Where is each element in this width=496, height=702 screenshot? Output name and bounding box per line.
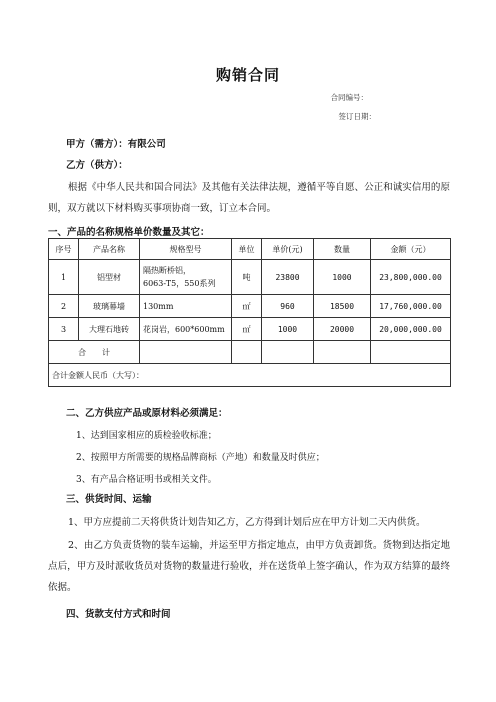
section-3-heading: 三、供货时间、运输 [66, 494, 152, 505]
cell-name: 玻璃幕墙 [79, 295, 140, 318]
table-header-row [49, 239, 451, 260]
cell-qty: 1000 [314, 260, 371, 295]
amount-words-row [49, 364, 451, 387]
column-header: 规格型号 [140, 239, 232, 260]
cell-price: 1000 [262, 318, 314, 341]
spec-line: 隔热断桥铝， [143, 266, 191, 275]
cell-spec [140, 260, 232, 295]
cell-unit: ㎡ [232, 295, 262, 318]
cell-name: 大理石地砖 [79, 318, 140, 341]
cell-unit: 吨 [232, 260, 262, 295]
party-b: 乙方（供方）： [66, 160, 128, 171]
column-header: 单位 [232, 239, 262, 260]
cell-spec: 130mm [140, 295, 232, 318]
cell-empty [314, 341, 371, 364]
column-header: 序号 [49, 239, 79, 260]
intro-paragraph: 根据《中华人民共和国合同法》及其他有关法律法规，遵循平等自愿、公正和诚实信用的原则，双方就以下材料购买事项协商一致，订立本合同。 [48, 182, 450, 214]
cell-empty [262, 341, 314, 364]
party-a: 甲方（需方）：有限公司 [66, 139, 166, 150]
cell-empty [232, 341, 262, 364]
total-row [49, 341, 451, 364]
cell-price: 23800 [262, 260, 314, 295]
column-header: 数量 [314, 239, 371, 260]
section-4-heading: 四、货款支付方式和时间 [66, 609, 171, 620]
list-item: 1、达到国家相应的质检验收标准； [76, 431, 217, 441]
section-1-heading: 一、产品的名称规格单价数量及其它： [48, 227, 210, 238]
cell-amount: 23,800,000.00 [371, 260, 451, 295]
cell-name: 铝型材 [79, 260, 140, 295]
column-header: 单价(元) [262, 239, 314, 260]
table-row [49, 260, 451, 295]
cell-amount: 20,000,000.00 [371, 318, 451, 341]
cell-no: 3 [49, 318, 79, 341]
cell-no: 1 [49, 260, 79, 295]
section-2-heading: 二、乙方供应产品或原材料必须满足： [66, 408, 228, 419]
list-item: 2、按照甲方所需要的规格品牌商标（产地）和数量及时供应； [76, 453, 325, 463]
sign-date-label: 签订日期： [338, 112, 376, 121]
document-title: 购销合同 [215, 66, 280, 84]
list-item: 3、有产品合格证明书或相关文件。 [76, 475, 217, 485]
cell-spec: 花岗岩，600*600mm [140, 318, 232, 341]
cell-unit: ㎡ [232, 318, 262, 341]
column-header: 金额（元） [371, 239, 451, 260]
total-label: 合 计 [49, 341, 140, 364]
table-row [49, 318, 451, 341]
amount-words-label: 合计金额人民币（大写）： [49, 364, 451, 387]
cell-no: 2 [49, 295, 79, 318]
goods-table [48, 238, 451, 387]
cell-price: 960 [262, 295, 314, 318]
section-3-paragraph-2: 2、由乙方负责货物的装车运输，并运至甲方指定地点，由甲方负责卸货。货物到达指定地点后，甲方及时派收货员对货物的数量进行验收，并在送货单上签字确认，作为双方结算的最终依据。 [48, 540, 450, 593]
cell-empty [140, 341, 232, 364]
contract-number-label: 合同编号： [330, 93, 368, 102]
spec-line: 6063-T5，550系列 [143, 279, 216, 288]
cell-qty: 20000 [314, 318, 371, 341]
section-3-paragraph-1: 1、甲方应提前二天将供货计划告知乙方，乙方得到计划后应在甲方计划二天内供货。 [68, 517, 426, 528]
column-header: 产品名称 [79, 239, 140, 260]
cell-qty: 18500 [314, 295, 371, 318]
cell-empty [371, 341, 451, 364]
table-row [49, 295, 451, 318]
cell-amount: 17,760,000.00 [371, 295, 451, 318]
